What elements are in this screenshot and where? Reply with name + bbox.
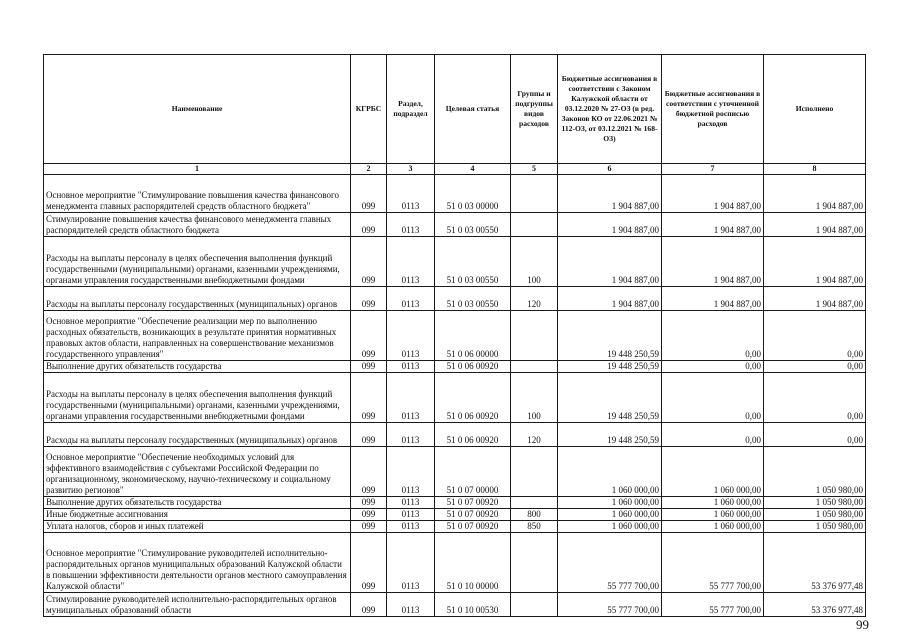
cell-kgrbs: 099: [351, 593, 387, 617]
cell-group: 120: [511, 287, 558, 311]
cell-name: Стимулирование повышения качества финансового менеджмента главных распорядителей средств областного бюджета: [44, 213, 351, 237]
cell-executed: 0,00: [764, 423, 866, 447]
cell-kgrbs: 099: [351, 373, 387, 423]
cell-target: 51 0 10 00530: [435, 593, 511, 617]
cell-refined: 0,00: [662, 361, 764, 373]
cell-target: 51 0 03 00000: [435, 175, 511, 213]
cell-group: 100: [511, 237, 558, 287]
cell-section: 0113: [387, 593, 435, 617]
cell-section: 0113: [387, 287, 435, 311]
cell-name: Основное мероприятие "Стимулирование руководителей исполнительно-распорядительных органов муниципальных образований Калужской области в повышении эффективности деятельности органов местного самоуправления Калужской области": [44, 533, 351, 593]
cell-group: [511, 361, 558, 373]
table-row: [44, 361, 866, 373]
cell-law: 1 904 887,00: [558, 213, 662, 237]
header-law-allocations: Бюджетные ассигнования в соответствии с Законом Калужской области от 03.12.2020 № 27-ОЗ (в ред. Законов КО от 22.06.2021 № 112-ОЗ, от 03.12.2021 № 168-ОЗ): [558, 55, 662, 164]
table-row: [44, 373, 866, 423]
cell-name: Расходы на выплаты персоналу в целях обеспечения выполнения функций государственными (муниципальными) органами, казенными учреждениями, органами управления государственными внебюджетными фондами: [44, 373, 351, 423]
cell-group: [511, 447, 558, 497]
cell-section: 0113: [387, 497, 435, 509]
column-number: 1: [44, 164, 351, 175]
cell-target: 51 0 06 00000: [435, 311, 511, 361]
cell-executed: 0,00: [764, 373, 866, 423]
cell-group: 800: [511, 509, 558, 521]
cell-refined: 1 060 000,00: [662, 521, 764, 533]
column-number-row: [44, 164, 866, 175]
cell-refined: 1 904 887,00: [662, 237, 764, 287]
cell-name: Основное мероприятие "Стимулирование повышения качества финансового менеджмента главных распорядителей средств областного бюджета": [44, 175, 351, 213]
cell-target: 51 0 03 00550: [435, 287, 511, 311]
table-header-row: [44, 55, 866, 164]
cell-kgrbs: 099: [351, 533, 387, 593]
table-row: [44, 509, 866, 521]
cell-target: 51 0 10 00000: [435, 533, 511, 593]
cell-kgrbs: 099: [351, 361, 387, 373]
cell-law: 19 448 250,59: [558, 423, 662, 447]
table-row: [44, 521, 866, 533]
cell-refined: 1 904 887,00: [662, 213, 764, 237]
table-row: [44, 311, 866, 361]
cell-group: 120: [511, 423, 558, 447]
cell-law: 19 448 250,59: [558, 361, 662, 373]
cell-law: 1 904 887,00: [558, 237, 662, 287]
cell-target: 51 0 06 00920: [435, 423, 511, 447]
cell-law: 55 777 700,00: [558, 533, 662, 593]
cell-section: 0113: [387, 521, 435, 533]
cell-target: 51 0 06 00920: [435, 361, 511, 373]
cell-group: [511, 533, 558, 593]
cell-group: [511, 497, 558, 509]
cell-refined: 55 777 700,00: [662, 593, 764, 617]
cell-executed: 1 904 887,00: [764, 213, 866, 237]
table-row: [44, 497, 866, 509]
cell-executed: 0,00: [764, 361, 866, 373]
cell-kgrbs: 099: [351, 521, 387, 533]
cell-target: 51 0 06 00920: [435, 373, 511, 423]
cell-executed: 1 050 980,00: [764, 497, 866, 509]
cell-target: 51 0 03 00550: [435, 237, 511, 287]
cell-name: Основное мероприятие "Обеспечение реализации мер по выполнению расходных обязательств, возникающих в результате принятия нормативных правовых актов области, направленных на совершенствование механизмов государственного управления": [44, 311, 351, 361]
cell-group: [511, 311, 558, 361]
cell-section: 0113: [387, 509, 435, 521]
cell-name: Иные бюджетные ассигнования: [44, 509, 351, 521]
cell-refined: 0,00: [662, 311, 764, 361]
cell-name: Расходы на выплаты персоналу государственных (муниципальных) органов: [44, 287, 351, 311]
cell-name: Расходы на выплаты персоналу в целях обеспечения выполнения функций государственными (муниципальными) органами, казенными учреждениями, органами управления государственными внебюджетными фондами: [44, 237, 351, 287]
cell-executed: 1 050 980,00: [764, 509, 866, 521]
cell-refined: 1 060 000,00: [662, 509, 764, 521]
header-refined-allocations: Бюджетные ассигнования в соответствии с уточненной бюджетной росписью расходов: [662, 55, 764, 164]
cell-executed: 0,00: [764, 311, 866, 361]
cell-section: 0113: [387, 373, 435, 423]
cell-refined: 1 904 887,00: [662, 287, 764, 311]
column-number: 6: [558, 164, 662, 175]
cell-law: 19 448 250,59: [558, 311, 662, 361]
cell-target: 51 0 03 00550: [435, 213, 511, 237]
cell-section: 0113: [387, 213, 435, 237]
cell-refined: 55 777 700,00: [662, 533, 764, 593]
table-row: [44, 447, 866, 497]
column-number: 7: [662, 164, 764, 175]
cell-law: 1 904 887,00: [558, 287, 662, 311]
header-kgrbs: КГРБС: [351, 55, 387, 164]
cell-refined: 1 060 000,00: [662, 447, 764, 497]
table-row: [44, 237, 866, 287]
cell-group: [511, 175, 558, 213]
cell-kgrbs: 099: [351, 311, 387, 361]
cell-target: 51 0 07 00920: [435, 521, 511, 533]
table-row: [44, 593, 866, 617]
cell-section: 0113: [387, 175, 435, 213]
budget-table: [43, 54, 866, 617]
table-row: [44, 533, 866, 593]
cell-name: Расходы на выплаты персоналу государственных (муниципальных) органов: [44, 423, 351, 447]
cell-refined: 0,00: [662, 373, 764, 423]
cell-executed: 53 376 977,48: [764, 593, 866, 617]
cell-name: Выполнение других обязательств государства: [44, 497, 351, 509]
cell-kgrbs: 099: [351, 175, 387, 213]
table-body: [44, 164, 866, 617]
cell-executed: 1 904 887,00: [764, 287, 866, 311]
cell-refined: 1 904 887,00: [662, 175, 764, 213]
cell-refined: 0,00: [662, 423, 764, 447]
cell-kgrbs: 099: [351, 237, 387, 287]
cell-kgrbs: 099: [351, 497, 387, 509]
cell-refined: 1 060 000,00: [662, 497, 764, 509]
cell-law: 55 777 700,00: [558, 593, 662, 617]
cell-kgrbs: 099: [351, 213, 387, 237]
cell-group: [511, 213, 558, 237]
column-number: 2: [351, 164, 387, 175]
cell-section: 0113: [387, 311, 435, 361]
cell-kgrbs: 099: [351, 287, 387, 311]
cell-section: 0113: [387, 361, 435, 373]
column-number: 3: [387, 164, 435, 175]
cell-kgrbs: 099: [351, 447, 387, 497]
cell-law: 1 060 000,00: [558, 497, 662, 509]
cell-law: 1 060 000,00: [558, 509, 662, 521]
cell-group: [511, 593, 558, 617]
cell-section: 0113: [387, 237, 435, 287]
cell-section: 0113: [387, 533, 435, 593]
header-group: Группы и подгруппы видов расходов: [511, 55, 558, 164]
cell-executed: 53 376 977,48: [764, 533, 866, 593]
header-target: Целевая статья: [435, 55, 511, 164]
cell-kgrbs: 099: [351, 423, 387, 447]
cell-target: 51 0 07 00000: [435, 447, 511, 497]
cell-law: 1 904 887,00: [558, 175, 662, 213]
cell-law: 1 060 000,00: [558, 447, 662, 497]
header-section: Раздел, подраздел: [387, 55, 435, 164]
cell-kgrbs: 099: [351, 509, 387, 521]
cell-target: 51 0 07 00920: [435, 509, 511, 521]
cell-name: Уплата налогов, сборов и иных платежей: [44, 521, 351, 533]
cell-executed: 1 904 887,00: [764, 175, 866, 213]
cell-name: Основное мероприятие "Обеспечение необходимых условий для эффективного взаимодействия с субъектами Российской Федерации по организационному, экономическому, научно-техническому и социальному развитию регионов": [44, 447, 351, 497]
cell-executed: 1 050 980,00: [764, 447, 866, 497]
table-row: [44, 213, 866, 237]
cell-target: 51 0 07 00920: [435, 497, 511, 509]
cell-name: Выполнение других обязательств государства: [44, 361, 351, 373]
cell-section: 0113: [387, 423, 435, 447]
cell-executed: 1 050 980,00: [764, 521, 866, 533]
table-row: [44, 287, 866, 311]
cell-name: Стимулирование руководителей исполнительно-распорядительных органов муниципальных образований области: [44, 593, 351, 617]
column-number: 4: [435, 164, 511, 175]
header-name: Наименование: [44, 55, 351, 164]
header-executed: Исполнено: [764, 55, 866, 164]
table-row: [44, 423, 866, 447]
cell-law: 19 448 250,59: [558, 373, 662, 423]
column-number: 5: [511, 164, 558, 175]
cell-section: 0113: [387, 447, 435, 497]
cell-group: 100: [511, 373, 558, 423]
column-number: 8: [764, 164, 866, 175]
cell-law: 1 060 000,00: [558, 521, 662, 533]
cell-executed: 1 904 887,00: [764, 237, 866, 287]
page-number: 99: [856, 617, 869, 632]
cell-group: 850: [511, 521, 558, 533]
table-row: [44, 175, 866, 213]
